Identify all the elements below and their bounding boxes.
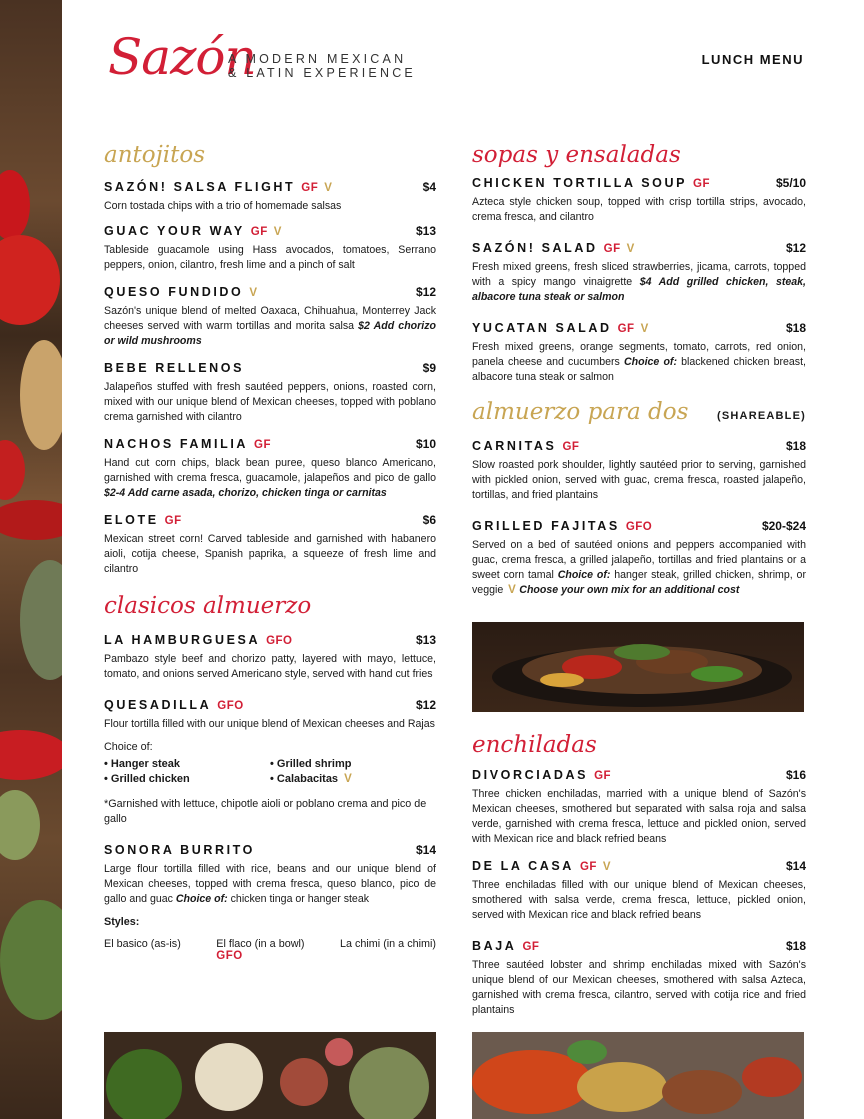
gfo-tag: GFO	[216, 950, 243, 962]
style-option: La chimi (in a chimi)	[339, 938, 436, 950]
menu-item	[472, 857, 806, 923]
item-desc: Served on a bed of sautéed onions and peppers accompanied with guac, crema fresca, a grilled jalapeño, tortillas and fried plantains or a sweet corn tamal Choice of: hanger steak, grilled chicken, shrimp, or veggie V Choose your own mix for an additional cost	[472, 539, 806, 596]
menu-item	[472, 239, 806, 305]
choice-item: • Hanger steak	[104, 758, 180, 770]
item-price: $16	[785, 768, 806, 782]
gf-tag: GF	[562, 441, 580, 453]
menu-item	[472, 937, 806, 1018]
leaf-image	[0, 790, 40, 860]
red-pepper-image	[0, 170, 30, 240]
choice-label: Choice of:	[557, 569, 611, 581]
shareable-label: (SHAREABLE)	[717, 410, 806, 422]
item-name: QUESADILLA	[104, 698, 212, 712]
gfo-tag: GFO	[625, 521, 653, 533]
styles-label: Styles:	[104, 916, 140, 928]
item-desc: Three enchiladas filled with our unique blend of Mexican cheeses, smothered with salsa verde, crema fresca, lettuce, pickled onion, served with Mexican rice and black refried beans	[472, 879, 806, 921]
enchiladas-section	[472, 730, 806, 1018]
tagline-line-1: A MODERN MEXICAN	[228, 52, 407, 66]
gf-tag: GF	[164, 515, 182, 527]
item-name: CARNITAS	[472, 439, 557, 453]
item-add-on: Choose your own mix for an additional cost	[519, 584, 740, 596]
section-title-sopas: sopas y ensaladas	[472, 142, 681, 168]
v-tag: V	[273, 226, 282, 238]
choice-item: • Grilled chicken	[104, 773, 190, 785]
menu-item	[104, 283, 436, 349]
item-desc: Large flour tortilla filled with rice, beans and our unique blend of Mexican cheeses, topped with crema fresca, queso blanco, pico de gallo and guac Choice of: chicken tinga or hanger steak	[104, 863, 436, 905]
item-name: DIVORCIADAS	[472, 768, 589, 782]
v-tag: V	[344, 773, 353, 785]
item-desc: Fresh mixed greens, fresh sliced strawberries, jicama, carrots, topped with a spicy mango vinaigrette $4 Add grilled chicken, steak, albacore tuna steak or salmon	[472, 261, 806, 303]
menu-item	[104, 435, 436, 501]
gf-tag: GF	[693, 178, 711, 190]
gf-tag: GF	[254, 439, 272, 451]
item-desc: Fresh mixed greens, orange segments, tomato, carrots, red onion, panela cheese and cucumbers Choice of: blackened chicken breast, albacore tuna steak or salmon	[472, 341, 806, 383]
spice-spoons-photo	[472, 1032, 804, 1119]
chili-image-2	[0, 500, 62, 540]
menu-type-label: LUNCH MENU	[701, 52, 804, 67]
gfo-tag: GFO	[217, 700, 244, 712]
menu-item	[104, 222, 436, 273]
item-desc: Sazón's unique blend of melted Oaxaca, Chihuahua, Monterrey Jack cheeses served with warm tortillas and morita salsa $2 Add chorizo or wild mushrooms	[104, 305, 436, 347]
left-column	[104, 140, 436, 962]
item-desc: Azteca style chicken soup, topped with crisp tortilla strips, avocado, crema fresca, and cilantro	[472, 196, 806, 223]
logo-tagline	[228, 52, 416, 80]
choice-label: Choice of:	[175, 893, 228, 905]
item-price: $4	[422, 180, 436, 194]
item-price: $12	[415, 698, 436, 712]
item-price: $10	[415, 437, 436, 451]
menu-item	[472, 437, 806, 503]
choice-list	[104, 757, 436, 787]
section-title-antojitos: antojitos	[104, 142, 205, 168]
choice-label: Choice of:	[624, 356, 677, 368]
chili-image-3	[0, 730, 62, 780]
item-desc: Three sautéed lobster and shrimp enchiladas mixed with Sazón's unique blend of our Mexican cheeses, smothered with salsa Azteca, garnished with crema fresca, cilantro, served with cotija rice and fried plantains	[472, 959, 806, 1016]
fajitas-illustration	[472, 622, 804, 712]
spices-illustration	[472, 1032, 804, 1119]
style-option: El flaco (in a bowl) GFO	[216, 938, 305, 962]
gfo-tag: GFO	[266, 635, 293, 647]
chili-image	[0, 440, 25, 500]
item-price: $13	[415, 633, 436, 647]
item-desc: Pambazo style beef and chorizo patty, layered with mayo, lettuce, tomato, and onions served Americano style, served with hand cut fries	[104, 653, 436, 680]
section-title-para-dos: almuerzo para dos	[472, 399, 689, 425]
item-price: $5/10	[775, 176, 806, 190]
v-tag: V	[602, 861, 612, 873]
para-dos-header	[472, 397, 806, 427]
menu-item	[104, 631, 436, 682]
right-column	[472, 140, 806, 598]
v-tag: V	[640, 323, 649, 335]
item-desc: Slow roasted pork shoulder, lightly sautéed prior to serving, garnished with pickled onion, served with guac, crema fresca, roasted jalapeño, tortillas, and fried plantains	[472, 459, 806, 501]
item-desc: Flour tortilla filled with our unique blend of Mexican cheeses and Rajas	[104, 718, 435, 730]
menu-item	[104, 841, 436, 962]
item-name: SAZÓN! SALSA FLIGHT	[104, 180, 296, 194]
menu-item	[472, 319, 806, 385]
item-price: $6	[422, 513, 436, 527]
item-desc: Jalapeños stuffed with fresh sautéed peppers, onions, roasted corn, mixed with our unique blend of Mexican cheeses, topped with poblano crema garnished with cilantro	[104, 381, 436, 423]
menu-item	[104, 696, 436, 827]
menu-item	[104, 511, 436, 577]
style-option: El basico (as-is)	[104, 938, 181, 950]
garnish-note: *Garnished with lettuce, chipotle aioli or poblano crema and pico de gallo	[104, 798, 427, 825]
item-price: $18	[785, 321, 806, 335]
item-add-on: $4 Add grilled chicken, steak, albacore tuna steak or salmon	[472, 276, 806, 303]
item-price: $12	[415, 285, 436, 299]
item-desc: Hand cut corn chips, black bean puree, queso blanco Americano, garnished with crema fresca, guacamole, jalapeños and pico de gallo $2-4 Add carne asada, chorizo, chicken tinga or carnitas	[104, 457, 436, 499]
gf-tag: GF	[579, 861, 597, 873]
item-name: ELOTE	[104, 513, 159, 527]
item-name: SAZÓN! SALAD	[472, 241, 598, 255]
choice-label: Choice of:	[104, 741, 153, 753]
item-desc: Corn tostada chips with a trio of homemade salsas	[104, 200, 342, 212]
v-tag: V	[324, 182, 333, 194]
item-add-on: $2 Add chorizo or wild mushrooms	[104, 320, 436, 347]
styles-row	[104, 938, 436, 962]
logo-script: Sazón	[108, 28, 256, 86]
item-name: GRILLED FAJITAS	[472, 519, 620, 533]
item-price: $13	[415, 224, 436, 238]
item-desc: Three chicken enchiladas, married with a unique blend of Sazón's Mexican cheeses, smothered but separated with salsa roja and salsa verde, garnished with crema fresca, lettuce and pickled onion, served with Mexican rice and black refried beans	[472, 788, 806, 845]
item-name: LA HAMBURGUESA	[104, 633, 261, 647]
food-photo-strip	[0, 0, 62, 1119]
gf-tag: GF	[594, 770, 612, 782]
menu-item	[104, 359, 436, 425]
gf-tag: GF	[522, 941, 540, 953]
herbs-illustration	[104, 1032, 436, 1119]
item-price: $18	[785, 439, 806, 453]
item-name: SONORA BURRITO	[104, 843, 255, 857]
gf-tag: GF	[301, 182, 319, 194]
item-price: $18	[785, 939, 806, 953]
habanero-image	[0, 235, 60, 325]
item-price: $12	[785, 241, 806, 255]
menu-item	[472, 174, 806, 225]
item-name: DE LA CASA	[472, 859, 574, 873]
item-desc: Mexican street corn! Carved tableside and garnished with habanero aioli, cotija cheese, Spanish paprika, a squeeze of fresh lime and cilantro	[104, 533, 436, 575]
spice-bowl-image	[20, 340, 62, 450]
peppercorn-bowl-image	[20, 560, 62, 680]
item-name: QUESO FUNDIDO	[104, 285, 244, 299]
choice-item: • Grilled shrimp	[270, 758, 352, 770]
item-price: $14	[785, 859, 806, 873]
v-tag: V	[626, 243, 635, 255]
section-title-clasicos: clasicos almuerzo	[104, 593, 312, 619]
item-name: BEBE RELLENOS	[104, 361, 245, 375]
item-add-on: $2-4 Add carne asada, chorizo, chicken tinga or carnitas	[104, 487, 387, 499]
item-name: BAJA	[472, 939, 517, 953]
v-tag: V	[508, 584, 517, 596]
menu-item	[104, 178, 436, 214]
item-name: GUAC YOUR WAY	[104, 224, 245, 238]
logo	[108, 28, 448, 98]
gf-tag: GF	[250, 226, 268, 238]
item-name: NACHOS FAMILIA	[104, 437, 249, 451]
item-price: $20-$24	[761, 519, 806, 533]
menu-item	[472, 766, 806, 847]
herbs-spices-photo	[104, 1032, 436, 1119]
gf-tag: GF	[617, 323, 635, 335]
menu-item	[472, 517, 806, 598]
item-desc: Tableside guacamole using Hass avocados, tomatoes, Serrano peppers, onion, cilantro, fresh lime and a pinch of salt	[104, 244, 436, 271]
item-name: YUCATAN SALAD	[472, 321, 612, 335]
choice-item: • Calabacitas V	[270, 773, 353, 785]
tagline-line-2: & LATIN EXPERIENCE	[228, 66, 416, 80]
item-name: CHICKEN TORTILLA SOUP	[472, 176, 688, 190]
item-price: $14	[415, 843, 436, 857]
v-tag: V	[249, 287, 258, 299]
gf-tag: GF	[603, 243, 621, 255]
item-price: $9	[422, 361, 436, 375]
leaf-image-2	[0, 900, 62, 1020]
fajitas-photo	[472, 622, 804, 712]
section-title-enchiladas: enchiladas	[472, 732, 597, 758]
